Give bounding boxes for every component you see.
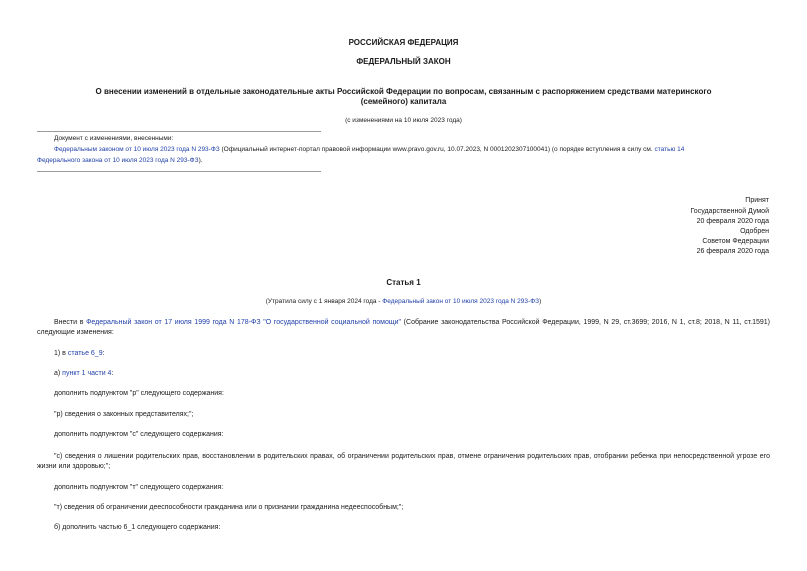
article-status-pre: (Утратила силу с 1 января 2024 года - xyxy=(265,298,383,305)
item-1-link[interactable]: статье 6_9 xyxy=(67,350,103,357)
article-status-link[interactable]: Федеральный закон от 10 июля 2023 года N 293-ФЗ xyxy=(382,298,540,305)
changes-line2 xyxy=(37,157,203,164)
item-a-pre: а) xyxy=(54,370,63,377)
approved-body: Советом Федерации xyxy=(702,238,769,245)
add-subitem-r: дополнить подпунктом "р" следующего содержания: xyxy=(54,390,224,397)
article-title: Статья 1 xyxy=(386,278,421,287)
law-title-line1: О внесении изменений в отдельные законодательные акты Российской Федерации по вопросам, связанным с распоряжением средствами материнского xyxy=(95,87,712,96)
text-subitem-t: "т) сведения об ограничении дееспособности гражданина или о признании гражданина недееспособным;"; xyxy=(54,504,404,511)
item-1-post: : xyxy=(102,350,105,357)
adopted-label: Принят xyxy=(745,197,769,204)
intro-post: (Собрание законодательства Российской Федерации, 1999, N 29, ст.3699; 2016, N 1, ст.8; 2018, N 11, ст.1591) следующие изменения: xyxy=(37,319,771,336)
add-subitem-t: дополнить подпунктом "т" следующего содержания: xyxy=(54,484,224,491)
changes-link-293fz-2[interactable]: Федерального закона от 10 июля 2023 года N 293-ФЗ xyxy=(37,157,199,164)
article-intro xyxy=(37,318,770,338)
intro-link-178fz[interactable]: Федеральный закон от 17 июля 1999 года N 178-ФЗ "О государственной социальной помощи" xyxy=(86,319,402,326)
text-subitem-r: "р) сведения о законных представителях;"; xyxy=(54,411,194,418)
article-status-post: ) xyxy=(539,298,542,305)
version-note: (с изменениями на 10 июля 2023 года) xyxy=(345,117,462,124)
add-subitem-s: дополнить подпунктом "с" следующего содержания: xyxy=(54,431,224,438)
adopted-date: 20 февраля 2020 года xyxy=(696,218,769,225)
item-a xyxy=(54,370,113,377)
law-title-line2: (семейного) капитала xyxy=(360,97,447,106)
changes-text1: (Официальный интернет-портал правовой информации www.pravo.gov.ru, 10.07.2023, N 0001202307100041) (о порядке вступления в силу см. xyxy=(219,146,655,153)
changes-text2: ). xyxy=(198,157,203,164)
item-1 xyxy=(54,350,105,357)
changes-top-rule xyxy=(37,131,321,132)
item-a-post: : xyxy=(111,370,114,377)
item-a-link[interactable]: пункт 1 части 4 xyxy=(62,370,112,377)
item-b: б) дополнить частью 6_1 следующего содержания: xyxy=(54,524,221,531)
changes-bottom-rule xyxy=(37,171,321,172)
country-heading: РОССИЙСКАЯ ФЕДЕРАЦИЯ xyxy=(348,38,459,47)
approved-label: Одобрен xyxy=(740,228,769,235)
changes-line1 xyxy=(54,146,684,153)
article-status xyxy=(0,298,807,305)
intro-pre: Внести в xyxy=(54,319,87,326)
item-1-pre: 1) в xyxy=(54,350,68,357)
text-subitem-s: "с) сведения о лишении родительских прав, восстановлении в родительских правах, об ограничении родительских прав, отмене ограничения родительских прав, отобрании ребенка при непосредственной угрозе его жизни или здоровью;"; xyxy=(37,453,770,470)
doc-type-heading: ФЕДЕРАЛЬНЫЙ ЗАКОН xyxy=(356,57,451,66)
changes-label: Документ с изменениями, внесенными: xyxy=(54,135,174,142)
changes-link-article14[interactable]: статью 14 xyxy=(654,146,685,153)
adopted-body: Государственной Думой xyxy=(690,208,769,215)
changes-link-293fz[interactable]: Федеральным законом от 10 июля 2023 года N 293-ФЗ xyxy=(54,146,220,153)
approved-date: 26 февраля 2020 года xyxy=(696,248,769,255)
